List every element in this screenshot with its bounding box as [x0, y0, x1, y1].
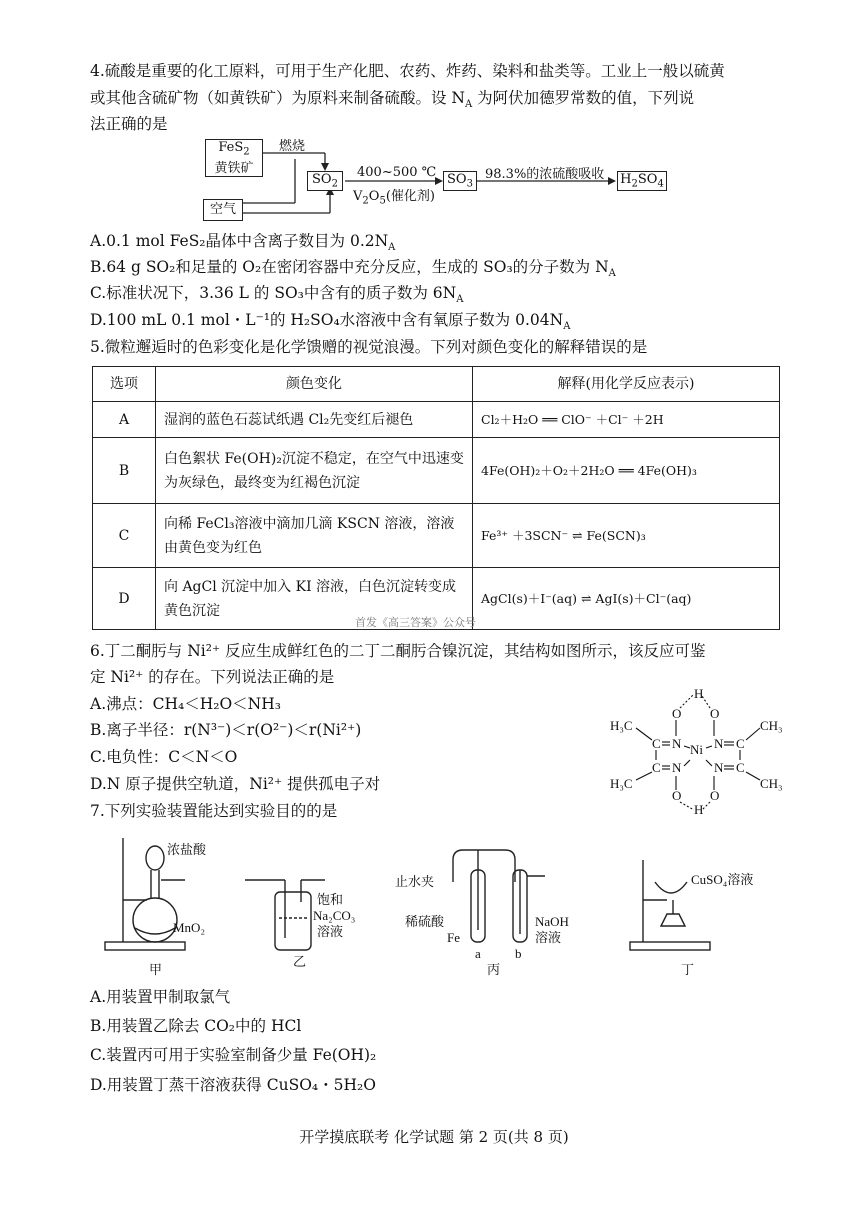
struct-o-2: O — [710, 706, 720, 721]
q7-option-a: A.用装置甲制取氯气 — [90, 988, 231, 1006]
q4-option-a: A.0.1 mol FeS₂晶体中含离子数目为 $0.2N_A$ — [90, 232, 396, 254]
air-box: 空气 — [203, 199, 243, 221]
fes2-box: FeS$_2$ 黄铁矿 — [205, 139, 263, 177]
label-a: a — [475, 946, 481, 961]
struct-c-1: C — [652, 736, 661, 751]
q6-option-a: A.沸点：CH₄＜H₂O＜NH₃ — [90, 695, 281, 713]
q4-option-d: D.100 mL 0.1 mol・L⁻¹的 H₂SO₄水溶液中含有氧原子数为 $0.04N_A$ — [90, 311, 571, 333]
label-clamp: 止水夹 — [395, 874, 435, 889]
table-header-row — [93, 367, 780, 402]
page-footer: 开学摸底联考 化学试题 第 2 页(共 8 页) — [299, 1128, 569, 1146]
q6-option-d: D.N 原子提供空轨道，Ni²⁺ 提供孤电子对 — [90, 775, 381, 793]
table-row — [93, 402, 780, 438]
label-saturated: 饱和 — [317, 892, 344, 907]
row-change: 湿润的蓝色石蕊试纸遇 Cl₂先变红后褪色 — [156, 402, 473, 438]
table-row — [93, 438, 780, 504]
q4-option-c: C.标准状况下，3.36 L 的 SO₃中含有的质子数为 $6N_A$ — [90, 284, 464, 306]
q6-stem-line1: 6.丁二酮肟与 Ni²⁺ 反应生成鲜红色的二丁二酮肟合镍沉淀，其结构如图所示，该反应可鉴 — [90, 642, 706, 660]
nickel-complex-structure — [610, 680, 790, 820]
struct-ch3-2: CH₃ — [760, 776, 783, 791]
label-fe: Fe — [447, 930, 460, 945]
q4-option-b: B.64 g SO₂和足量的 O₂在密闭容器中充分反应，生成的 SO₃的分子数为 $N_A$ — [90, 258, 616, 280]
label-hcl: 浓盐酸 — [167, 842, 207, 857]
struct-c-2: C — [736, 736, 745, 751]
struct-c-3: C — [652, 760, 661, 775]
label-solution2: 溶液 — [535, 930, 562, 945]
q6-option-b: B.离子半径：r(N³⁻)＜r(O²⁻)＜r(Ni²⁺) — [90, 721, 362, 739]
label-mno2: MnO₂ — [173, 920, 205, 935]
row-option: B — [93, 438, 156, 504]
struct-ch3-1: CH₃ — [760, 718, 783, 733]
label-na2co3: Na₂CO₃ — [313, 908, 356, 923]
q4-flow-diagram — [195, 135, 675, 225]
q4-stem-line1: 4.硫酸是重要的化工原料，可用于生产化肥、农药、炸药、染料和盐类等。工业上一般以硫黄 — [90, 62, 725, 80]
row-change: 白色絮状 Fe(OH)₂沉淀不稳定，在空气中迅速变为灰绿色，最终变为红褐色沉淀 — [156, 438, 473, 504]
q7-option-d: D.用装置丁蒸干溶液获得 CuSO₄・5H₂O — [90, 1076, 376, 1094]
q4-stem-line3: 法正确的是 — [90, 115, 168, 133]
label-naoh: NaOH — [535, 914, 569, 929]
struct-o-3: O — [672, 788, 682, 803]
row-change: 向 AgCl 沉淀中加入 KI 溶液，白色沉淀转变成黄色沉淀 — [156, 568, 473, 630]
label-b: b — [515, 946, 522, 961]
watermark: 首发《高三答案》公众号 — [355, 616, 476, 629]
struct-h3c-1: H₃C — [610, 718, 633, 733]
label-yi: 乙 — [293, 954, 307, 969]
q6-option-c: C.电负性：C＜N＜O — [90, 748, 238, 766]
struct-n-3: N — [672, 760, 682, 775]
q5-table — [92, 366, 780, 630]
header-change: 颜色变化 — [156, 367, 473, 402]
catalyst-label: $V_2O_5$(催化剂) — [353, 189, 435, 207]
q5-stem: 5.微粒邂逅时的色彩变化是化学馈赠的视觉浪漫。下列对颜色变化的解释错误的是 — [90, 338, 648, 356]
struct-o-4: O — [710, 788, 720, 803]
row-change: 向稀 FeCl₃溶液中滴加几滴 KSCN 溶液，溶液由黄色变为红色 — [156, 504, 473, 568]
q7-apparatus-figure — [95, 830, 785, 980]
header-option: 选项 — [93, 367, 156, 402]
q6-stem-line2: 定 Ni²⁺ 的存在。下列说法正确的是 — [90, 668, 335, 686]
row-option: C — [93, 504, 156, 568]
q7-option-b: B.用装置乙除去 CO₂中的 HCl — [90, 1017, 302, 1035]
label-jia: 甲 — [149, 962, 163, 977]
header-explanation: 解释(用化学反应表示) — [473, 367, 780, 402]
struct-n-2: N — [714, 736, 724, 751]
table-row — [93, 504, 780, 568]
struct-ni: Ni — [690, 742, 703, 757]
row-equation: Cl₂＋H₂O ══ ClO⁻ ＋Cl⁻ ＋2H — [473, 402, 780, 438]
row-equation: AgCl(s)＋I⁻(aq) ⇌ AgI(s)＋Cl⁻(aq) — [473, 568, 780, 630]
q7-stem: 7.下列实验装置能达到实验目的的是 — [90, 802, 338, 820]
absorb-label: 98.3%的浓硫酸吸收 — [485, 167, 605, 182]
struct-h3c-2: H₃C — [610, 776, 633, 791]
row-option: A — [93, 402, 156, 438]
struct-o-1: O — [672, 706, 682, 721]
struct-c-4: C — [736, 760, 745, 775]
h2so4-box: $H_2SO_4$ — [617, 171, 667, 191]
label-ding: 丁 — [681, 962, 695, 977]
so3-box: $SO_3$ — [443, 171, 477, 191]
q7-option-c: C.装置丙可用于实验室制备少量 Fe(OH)₂ — [90, 1046, 377, 1064]
row-option: D — [93, 568, 156, 630]
label-dilute-h2so4: 稀硫酸 — [405, 914, 445, 929]
label-solution1: 溶液 — [317, 924, 344, 939]
struct-h-top: H — [694, 686, 704, 701]
label-cuso4: CuSO₄溶液 — [691, 872, 754, 887]
row-equation: 4Fe(OH)₂＋O₂＋2H₂O ══ 4Fe(OH)₃ — [473, 438, 780, 504]
struct-n-4: N — [714, 760, 724, 775]
so2-box: $SO_2$ — [307, 171, 343, 191]
row-equation: Fe³⁺ ＋3SCN⁻ ⇌ Fe(SCN)₃ — [473, 504, 780, 568]
struct-h-bottom: H — [694, 802, 704, 817]
temp-label: 400~500 ℃ — [357, 165, 437, 180]
label-bing: 丙 — [487, 962, 501, 977]
burn-label: 燃烧 — [279, 139, 306, 154]
struct-n-1: N — [672, 736, 682, 751]
q4-stem-line2: 或其他含硫矿物（如黄铁矿）为原料来制备硫酸。设 $N_A$ 为阿伏加德罗常数的值，下列说 — [90, 89, 695, 111]
